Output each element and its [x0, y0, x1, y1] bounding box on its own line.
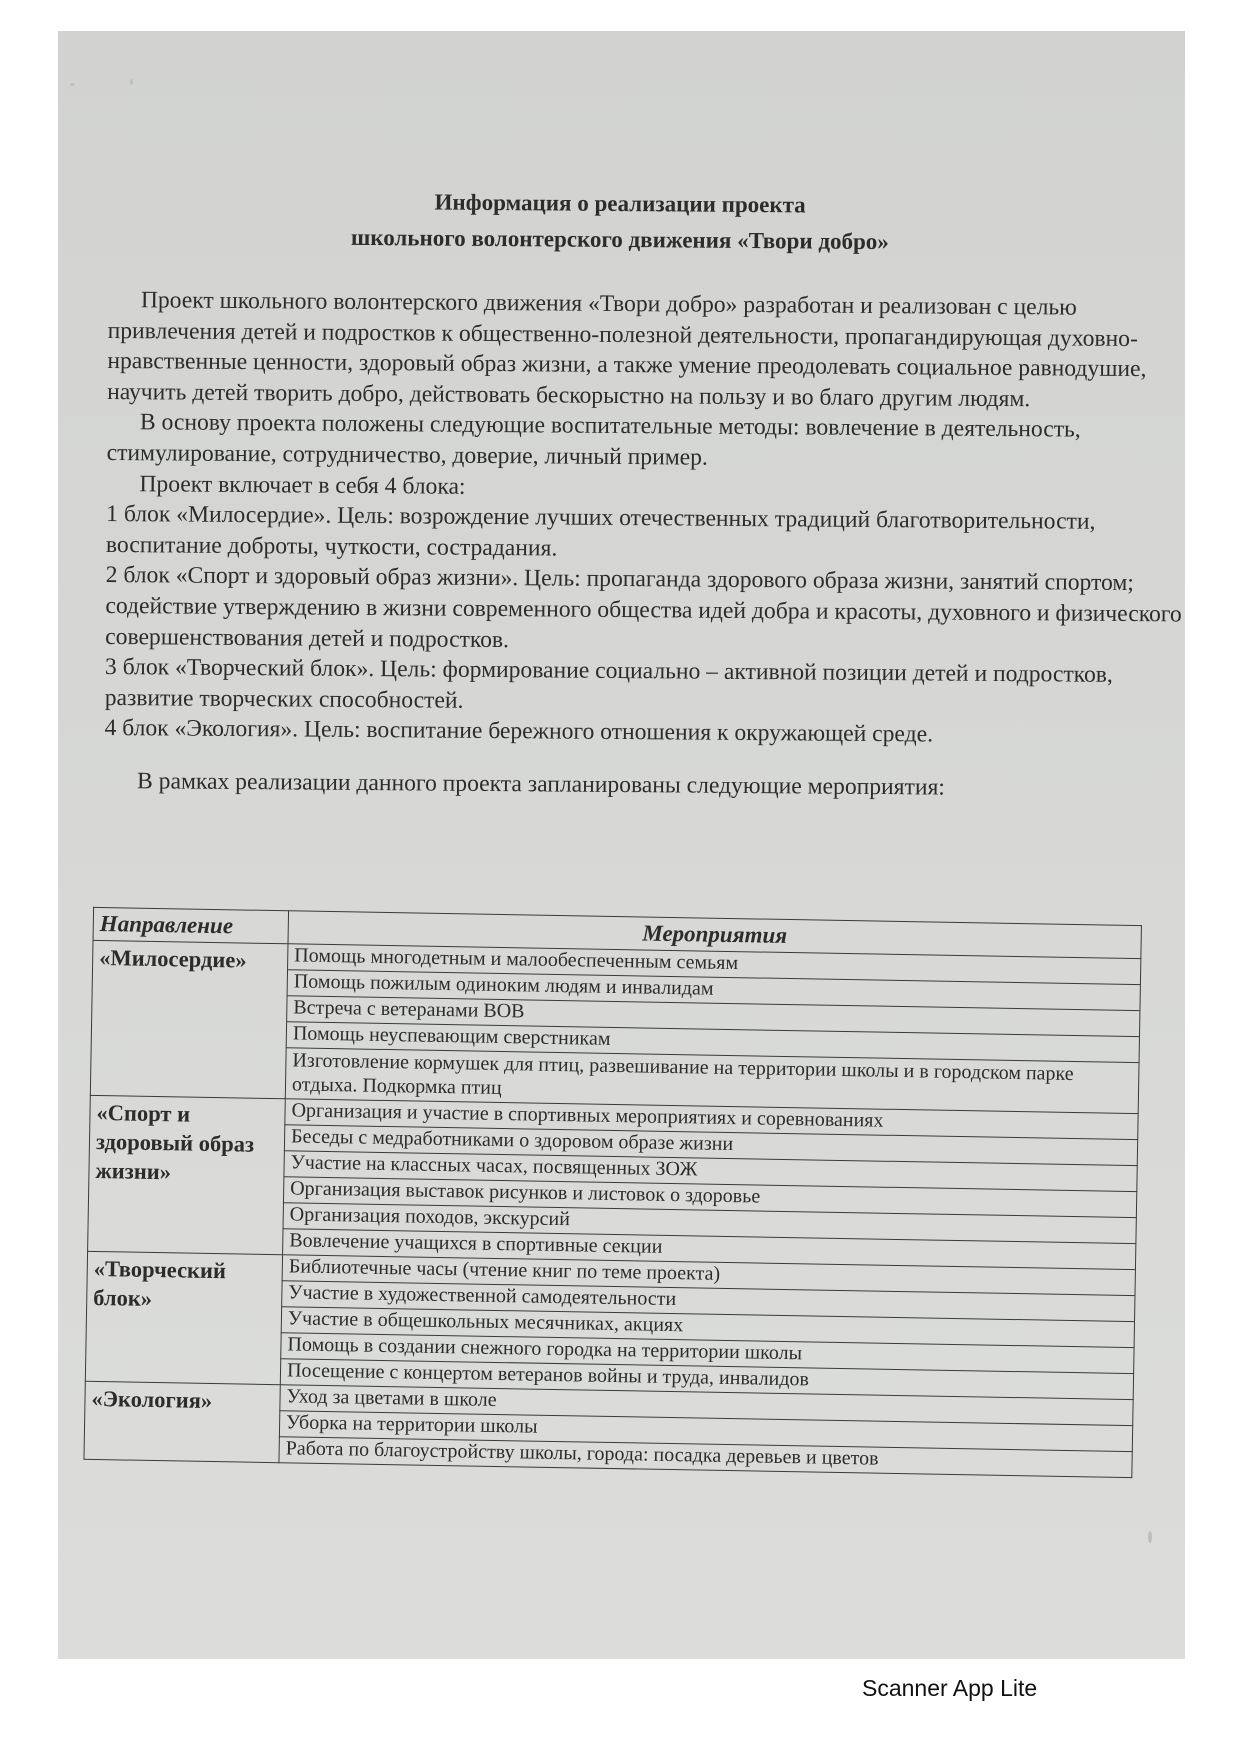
event-cell: Уборка на территории школы — [279, 1411, 1132, 1452]
event-cell: Помощь многодетным и малообеспеченным семьям — [288, 944, 1141, 985]
scanned-page — [58, 31, 1185, 1659]
paragraph-events-intro: В рамках реализации данного проекта запланированы следующие мероприятия: — [136, 768, 946, 801]
header-events: Мероприятия — [288, 911, 1141, 959]
paragraph-block-3: 3 блок «Творческий блок». Цель: формирование социально – активной позиции детей и подростков, развитие творческих способностей. — [104, 654, 1113, 714]
event-cell: Помощь в создании снежного городка на территории школы — [281, 1333, 1134, 1374]
event-cell: Изготовление кормушек для птиц, развешивание на территории школы и в городском парке отдыха. Подкормка птиц — [285, 1048, 1139, 1114]
paragraph-block-2: 2 блок «Спорт и здоровый образ жизни». Цель: пропаганда здорового образа жизни, занятий спортом; содействие утверждению в жизни современного общества идей добра и красоты, духовного и физического совершенствования детей и подростков. — [105, 562, 1182, 653]
header-direction: Направление — [93, 907, 289, 943]
event-cell: Участие в художественной самодеятельности — [282, 1281, 1135, 1322]
document-content — [58, 31, 1185, 1659]
direction-cell: «Экология» — [84, 1381, 280, 1462]
event-cell: Помощь неуспевающим сверстникам — [286, 1022, 1139, 1063]
event-cell: Участие в общешкольных месячниках, акциях — [281, 1307, 1134, 1348]
scanner-watermark: Scanner App Lite — [862, 1675, 1038, 1701]
paragraph-block-1: 1 блок «Милосердие». Цель: возрождение лучших отечественных традиций благотворительности, воспитание доброты, чуткости, сострадания. — [105, 501, 1096, 562]
direction-cell: «Спорт и здоровый образ жизни» — [88, 1095, 286, 1254]
event-cell: Вовлечение учащихся в спортивные секции — [283, 1229, 1136, 1270]
event-cell: Работа по благоустройству школы, города: посадка деревьев и цветов — [279, 1437, 1132, 1478]
event-cell: Беседы с медработниками о здоровом образе жизни — [284, 1125, 1137, 1166]
event-cell: Посещение с концертом ветеранов войны и труда, инвалидов — [280, 1359, 1133, 1400]
direction-cell: «Творческий блок» — [85, 1251, 282, 1384]
paragraph-blocks-intro: Проект включает в себя 4 блока: — [139, 470, 466, 500]
paragraph-methods: В основу проекта положены следующие воспитательные методы: вовлечение в деятельность, стимулирование, сотрудничество, доверие, личный пример. — [106, 409, 1081, 471]
document-title-line2: школьного волонтерского движения «Твори добро» — [350, 224, 889, 255]
events-table — [83, 907, 1141, 1478]
event-cell: Уход за цветами в школе — [280, 1385, 1133, 1426]
paragraph-block-4: 4 блок «Экология». Цель: воспитание бережного отношения к окружающей среде. — [104, 715, 934, 748]
event-cell: Организация выставок рисунков и листовок о здоровье — [283, 1177, 1136, 1218]
direction-cell: «Милосердие» — [90, 940, 288, 1098]
event-cell: Встреча с ветеранами ВОВ — [287, 996, 1140, 1037]
document-title-line1: Информация о реализации проекта — [434, 189, 806, 218]
event-cell: Библиотечные часы (чтение книг по теме проекта) — [282, 1255, 1135, 1296]
document-body — [104, 285, 1185, 805]
event-cell: Участие на классных часах, посвященных ЗОЖ — [284, 1151, 1137, 1192]
paragraph-intro: Проект школьного волонтерского движения «Твори добро» разработан и реализован с целью привлечения детей и подростков к общественно-полезной деятельности, пропагандирующая духовно-нравственные ценности, здоровый образ жизни, а также умение преодолевать социальное равнодушие, научить детей творить добро, действовать бескорыстно на пользу и во благо другим людям. — [107, 287, 1147, 413]
event-cell: Организация и участие в спортивных мероприятиях и соревнованиях — [285, 1099, 1138, 1140]
event-cell: Организация походов, экскурсий — [283, 1203, 1136, 1244]
event-cell: Помощь пожилым одиноким людям и инвалидам — [287, 970, 1140, 1011]
